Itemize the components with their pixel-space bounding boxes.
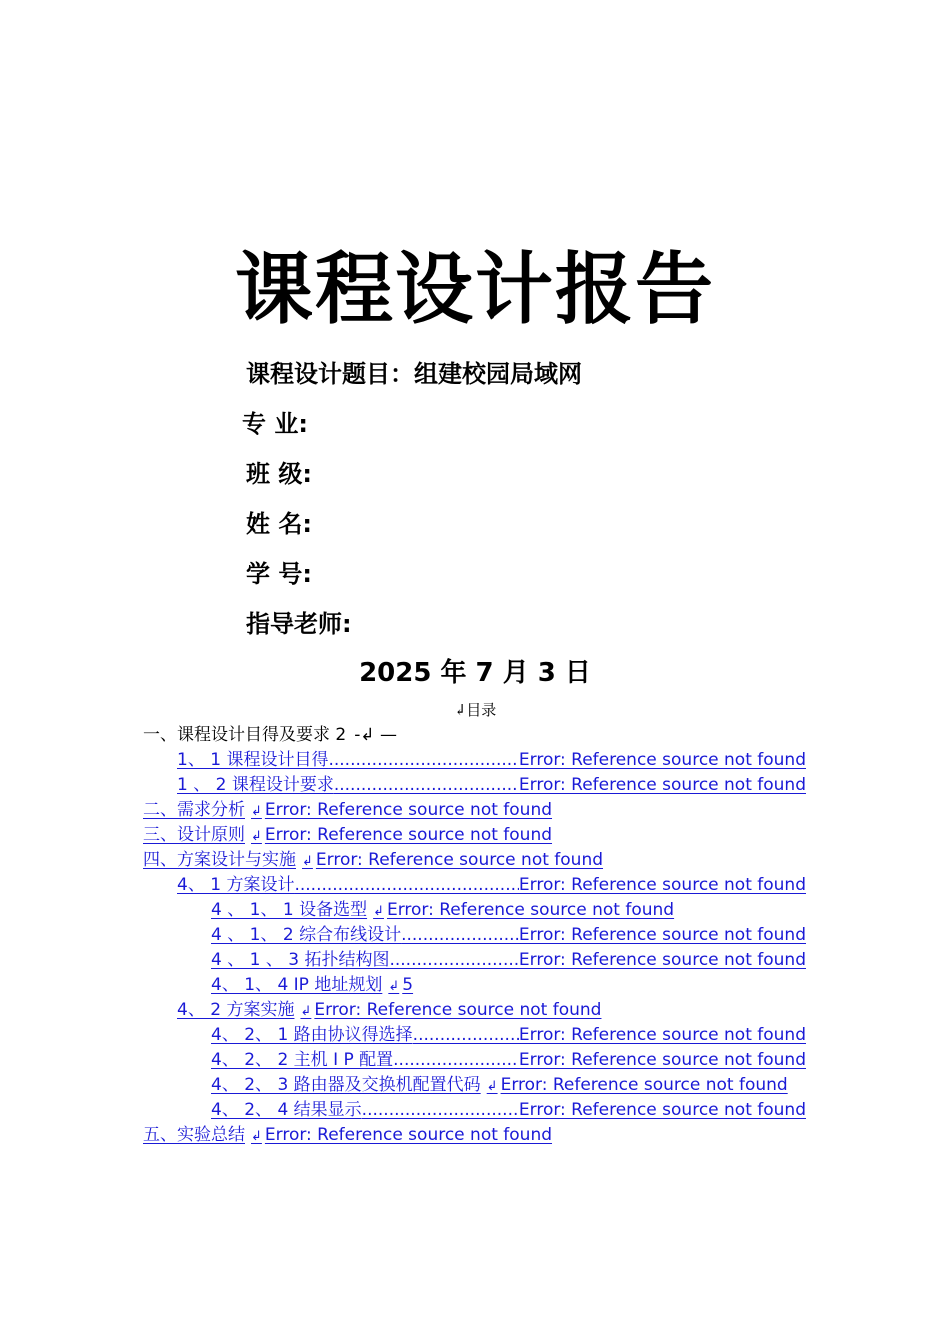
toc-leader: [328, 749, 518, 771]
toc-entry-text: 五、实验总结: [143, 1125, 245, 1145]
tab-marker: ↲: [373, 904, 384, 919]
toc-link[interactable]: [211, 1024, 806, 1046]
tab-marker: ↲: [300, 1004, 312, 1019]
student-id-field: 学 号:: [246, 560, 312, 588]
toc-link[interactable]: [177, 999, 601, 1023]
toc-link[interactable]: [143, 824, 552, 848]
toc-entry-ref: Error: Reference source not found: [518, 750, 806, 770]
tab-marker: ↲: [251, 829, 262, 844]
toc-link[interactable]: [143, 1124, 552, 1148]
toc-entry-ref: Error: Reference source not found: [315, 850, 604, 870]
toc-entry-text: 4、 2、 1 路由协议得选择: [211, 1025, 413, 1045]
toc-link[interactable]: [177, 774, 806, 796]
tab-marker: ↲: [486, 1079, 498, 1094]
toc-link[interactable]: [211, 949, 806, 971]
toc-entry: [143, 724, 397, 746]
toc-entry-ref: Error: Reference source not found: [500, 1075, 788, 1095]
toc-leader: [393, 1049, 519, 1071]
toc-entry-ref: Error: Reference source not found: [518, 775, 806, 795]
toc-entry-ref: Error: Reference source not found: [518, 1100, 806, 1120]
advisor-field: 指导老师:: [246, 610, 352, 638]
toc-entry-text: 1 、 2 课程设计要求: [177, 775, 334, 795]
toc-link[interactable]: [143, 849, 603, 873]
toc-link[interactable]: [211, 1049, 806, 1071]
toc-entry-text: 4 、 1 、 3 拓扑结构图: [211, 950, 390, 970]
tab-marker: ↲: [251, 804, 262, 819]
toc-entry-text: 4、 2、 3 路由器及交换机配置代码: [211, 1075, 481, 1095]
toc-entry-text: 三、设计原则: [143, 825, 245, 845]
toc-entry-text: 1、 1 课程设计目得: [177, 750, 329, 770]
toc-leader: [334, 774, 519, 796]
toc-entry-text: 4、 1 方案设计: [177, 875, 295, 895]
toc-link[interactable]: [177, 749, 806, 771]
course-topic: 课程设计题目：组建校园局域网: [246, 360, 582, 388]
toc-entry-text: 一、课程设计目得及要求 2: [143, 725, 347, 745]
report-date: 2025 年 7 月 3 日: [359, 658, 591, 688]
toc-leader: [362, 1099, 519, 1121]
toc-entry-ref: 5: [402, 975, 414, 995]
toc-entry-ref: Error: Reference source not found: [264, 1125, 553, 1145]
toc-entry-text: 4、 2 方案实施: [177, 1000, 295, 1020]
toc-entry-ref: Error: Reference source not found: [264, 800, 553, 820]
toc-entry-ref: Error: Reference source not found: [314, 1000, 602, 1020]
toc-entry-text: 4、 2、 2 主机 I P 配置: [211, 1050, 394, 1070]
major-field: 专 业:: [242, 410, 308, 438]
tab-marker: ↲: [388, 979, 400, 994]
toc-entry-text: 4、 1、 4 IP 地址规划: [211, 975, 383, 995]
toc-leader: [389, 949, 518, 971]
toc-link[interactable]: [211, 899, 674, 923]
toc-entry-ref: Error: Reference source not found: [518, 875, 806, 895]
toc-entry-text: 4 、 1、 1 设备选型: [211, 900, 368, 920]
toc-link[interactable]: [211, 1074, 788, 1098]
toc-heading: [0, 700, 950, 720]
toc-leader: [401, 924, 519, 946]
toc-entry-ref: Error: Reference source not found: [518, 1050, 806, 1070]
toc-link[interactable]: [211, 974, 413, 998]
tab-marker: ↲: [302, 854, 313, 869]
toc-entry-text: 4 、 1、 2 综合布线设计: [211, 925, 402, 945]
toc-entry-text: 4、 2、 4 结果显示: [211, 1100, 362, 1120]
toc-link[interactable]: [211, 1099, 806, 1121]
toc-title: 目录: [466, 701, 497, 719]
report-title: 课程设计报告: [234, 245, 715, 335]
toc-entry-text: 四、方案设计与实施: [143, 850, 296, 870]
toc-entry-text: 二、需求分析: [143, 800, 245, 820]
tab-marker: ↲: [251, 1129, 262, 1144]
toc-entry-ref: Error: Reference source not found: [386, 900, 675, 920]
toc-entry-ref: Error: Reference source not found: [518, 1025, 806, 1045]
toc-link[interactable]: [143, 799, 552, 823]
toc-leader: [294, 874, 518, 896]
toc-entry-ref: Error: Reference source not found: [264, 825, 553, 845]
toc-leader: [413, 1024, 519, 1046]
toc-marker: ↲: [453, 701, 467, 719]
toc-entry-ref: -↲ —: [354, 725, 398, 745]
toc-link[interactable]: [177, 874, 806, 896]
toc-entry-ref: Error: Reference source not found: [518, 950, 806, 970]
toc-entry-ref: Error: Reference source not found: [518, 925, 806, 945]
name-field: 姓 名:: [246, 510, 312, 538]
toc-link[interactable]: [211, 924, 806, 946]
class-field: 班 级:: [246, 460, 312, 488]
